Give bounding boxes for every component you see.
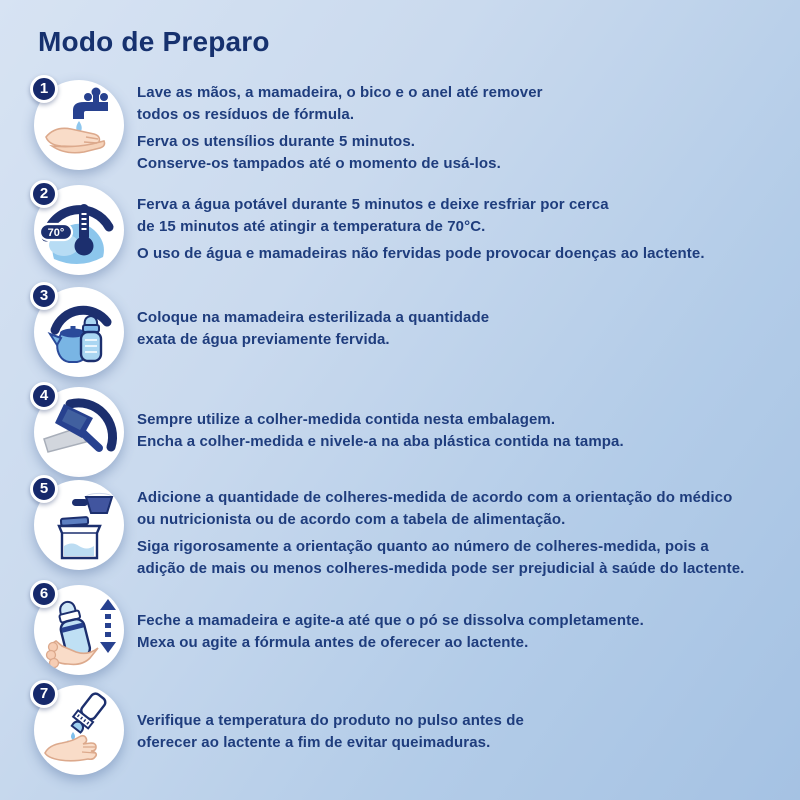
shake-bottle-icon — [34, 585, 124, 675]
step-text — [137, 487, 785, 585]
step-row — [0, 585, 800, 677]
step-text — [137, 82, 785, 180]
page-title: Modo de Preparo — [38, 26, 270, 57]
step-paragraph: Verifique a temperatura do produto no pulso antes de oferecer ao lactente a fim de evitar queimaduras. — [137, 712, 524, 751]
step-number-badge: 3 — [30, 282, 58, 310]
step-paragraph: O uso de água e mamadeiras não fervidas pode provocar doenças ao lactente. — [137, 245, 705, 262]
step-row — [0, 685, 800, 777]
step-row — [0, 480, 800, 577]
step-row — [0, 287, 800, 379]
scoop-add-icon — [34, 480, 124, 570]
step-row — [0, 80, 800, 172]
step-paragraph: Adicione a quantidade de colheres-medida de acordo com a orientação do médico ou nutricionista ou de acordo com a tabela de alimentação. — [137, 489, 733, 528]
step-row — [0, 185, 800, 277]
step-text — [137, 710, 785, 759]
step-number-badge: 4 — [30, 382, 58, 410]
step-paragraph: Ferva os utensílios durante 5 minutos. Conserve-os tampados até o momento de usá-los. — [137, 133, 501, 172]
step-number-badge: 1 — [30, 75, 58, 103]
step-row — [0, 387, 800, 479]
step-paragraph: Sempre utilize a colher-medida contida nesta embalagem. Encha a colher-medida e nivele-a na aba plástica contida na tampa. — [137, 411, 624, 450]
step-text — [137, 307, 785, 356]
step-text — [137, 409, 785, 458]
step-number-badge: 7 — [30, 680, 58, 708]
step-paragraph: Ferva a água potável durante 5 minutos e deixe resfriar por cerca de 15 minutos até atingir a temperatura de 70°C. — [137, 196, 609, 235]
step-text — [137, 610, 785, 659]
svg-text:70°: 70° — [47, 227, 65, 239]
kettle-bottle-icon — [34, 287, 124, 377]
step-number-badge: 6 — [30, 580, 58, 608]
step-text — [137, 194, 785, 270]
wrist-test-icon — [34, 685, 124, 775]
scoop-level-icon — [34, 387, 124, 477]
thermometer-70-icon — [34, 185, 124, 275]
step-paragraph: Feche a mamadeira e agite-a até que o pó se dissolva completamente. Mexa ou agite a fórmula antes de oferecer ao lactente. — [137, 612, 644, 651]
handwash-faucet-icon — [34, 80, 124, 170]
step-paragraph: Coloque na mamadeira esterilizada a quantidade exata de água previamente fervida. — [137, 309, 490, 348]
step-paragraph: Siga rigorosamente a orientação quanto ao número de colheres-medida, pois a adição de mais ou menos colheres-medida pode ser prejudicial à saúde do lactente. — [137, 538, 745, 577]
step-number-badge: 5 — [30, 475, 58, 503]
step-number-badge: 2 — [30, 180, 58, 208]
step-paragraph: Lave as mãos, a mamadeira, o bico e o anel até remover todos os resíduos de fórmula. — [137, 84, 543, 123]
